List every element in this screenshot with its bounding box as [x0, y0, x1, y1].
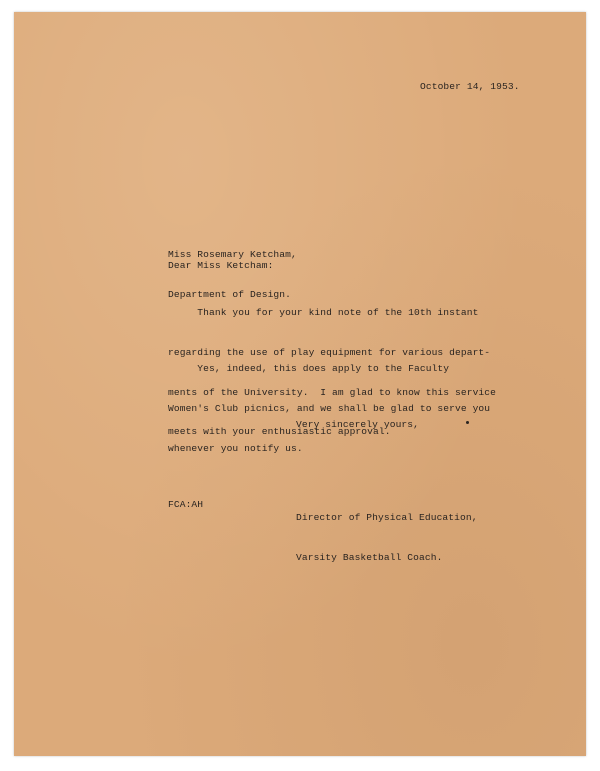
body-line: meets with your enthusiastic approval.	[168, 426, 391, 438]
recipient-department: Department of Design.	[168, 289, 292, 301]
ink-dot-mark	[466, 421, 469, 424]
body-line: regarding the use of play equipment for various depart-	[168, 347, 491, 359]
closing: Very sincerely yours,	[296, 419, 420, 430]
signature-title: Varsity Basketball Coach.	[296, 552, 443, 564]
body-line: Thank you for your kind note of the 10th instant	[168, 307, 479, 319]
salutation: Dear Miss Ketcham:	[168, 260, 274, 271]
body-line: Women's Club picnics, and we shall be glad to serve you	[168, 403, 491, 415]
signature-title: Director of Physical Education,	[296, 512, 478, 524]
body-paragraph-2	[168, 336, 490, 468]
body-line: whenever you notify us.	[168, 442, 303, 454]
letter-date: October 14, 1953.	[420, 81, 520, 92]
body-line: Yes, indeed, this does apply to the Faculty	[168, 363, 450, 375]
reference-initials: FCA:AH	[168, 499, 204, 510]
body-line: ments of the University. I am glad to know this service	[168, 386, 497, 398]
signature-block	[296, 485, 478, 577]
recipient-name: Miss Rosemary Ketcham,	[168, 249, 297, 261]
